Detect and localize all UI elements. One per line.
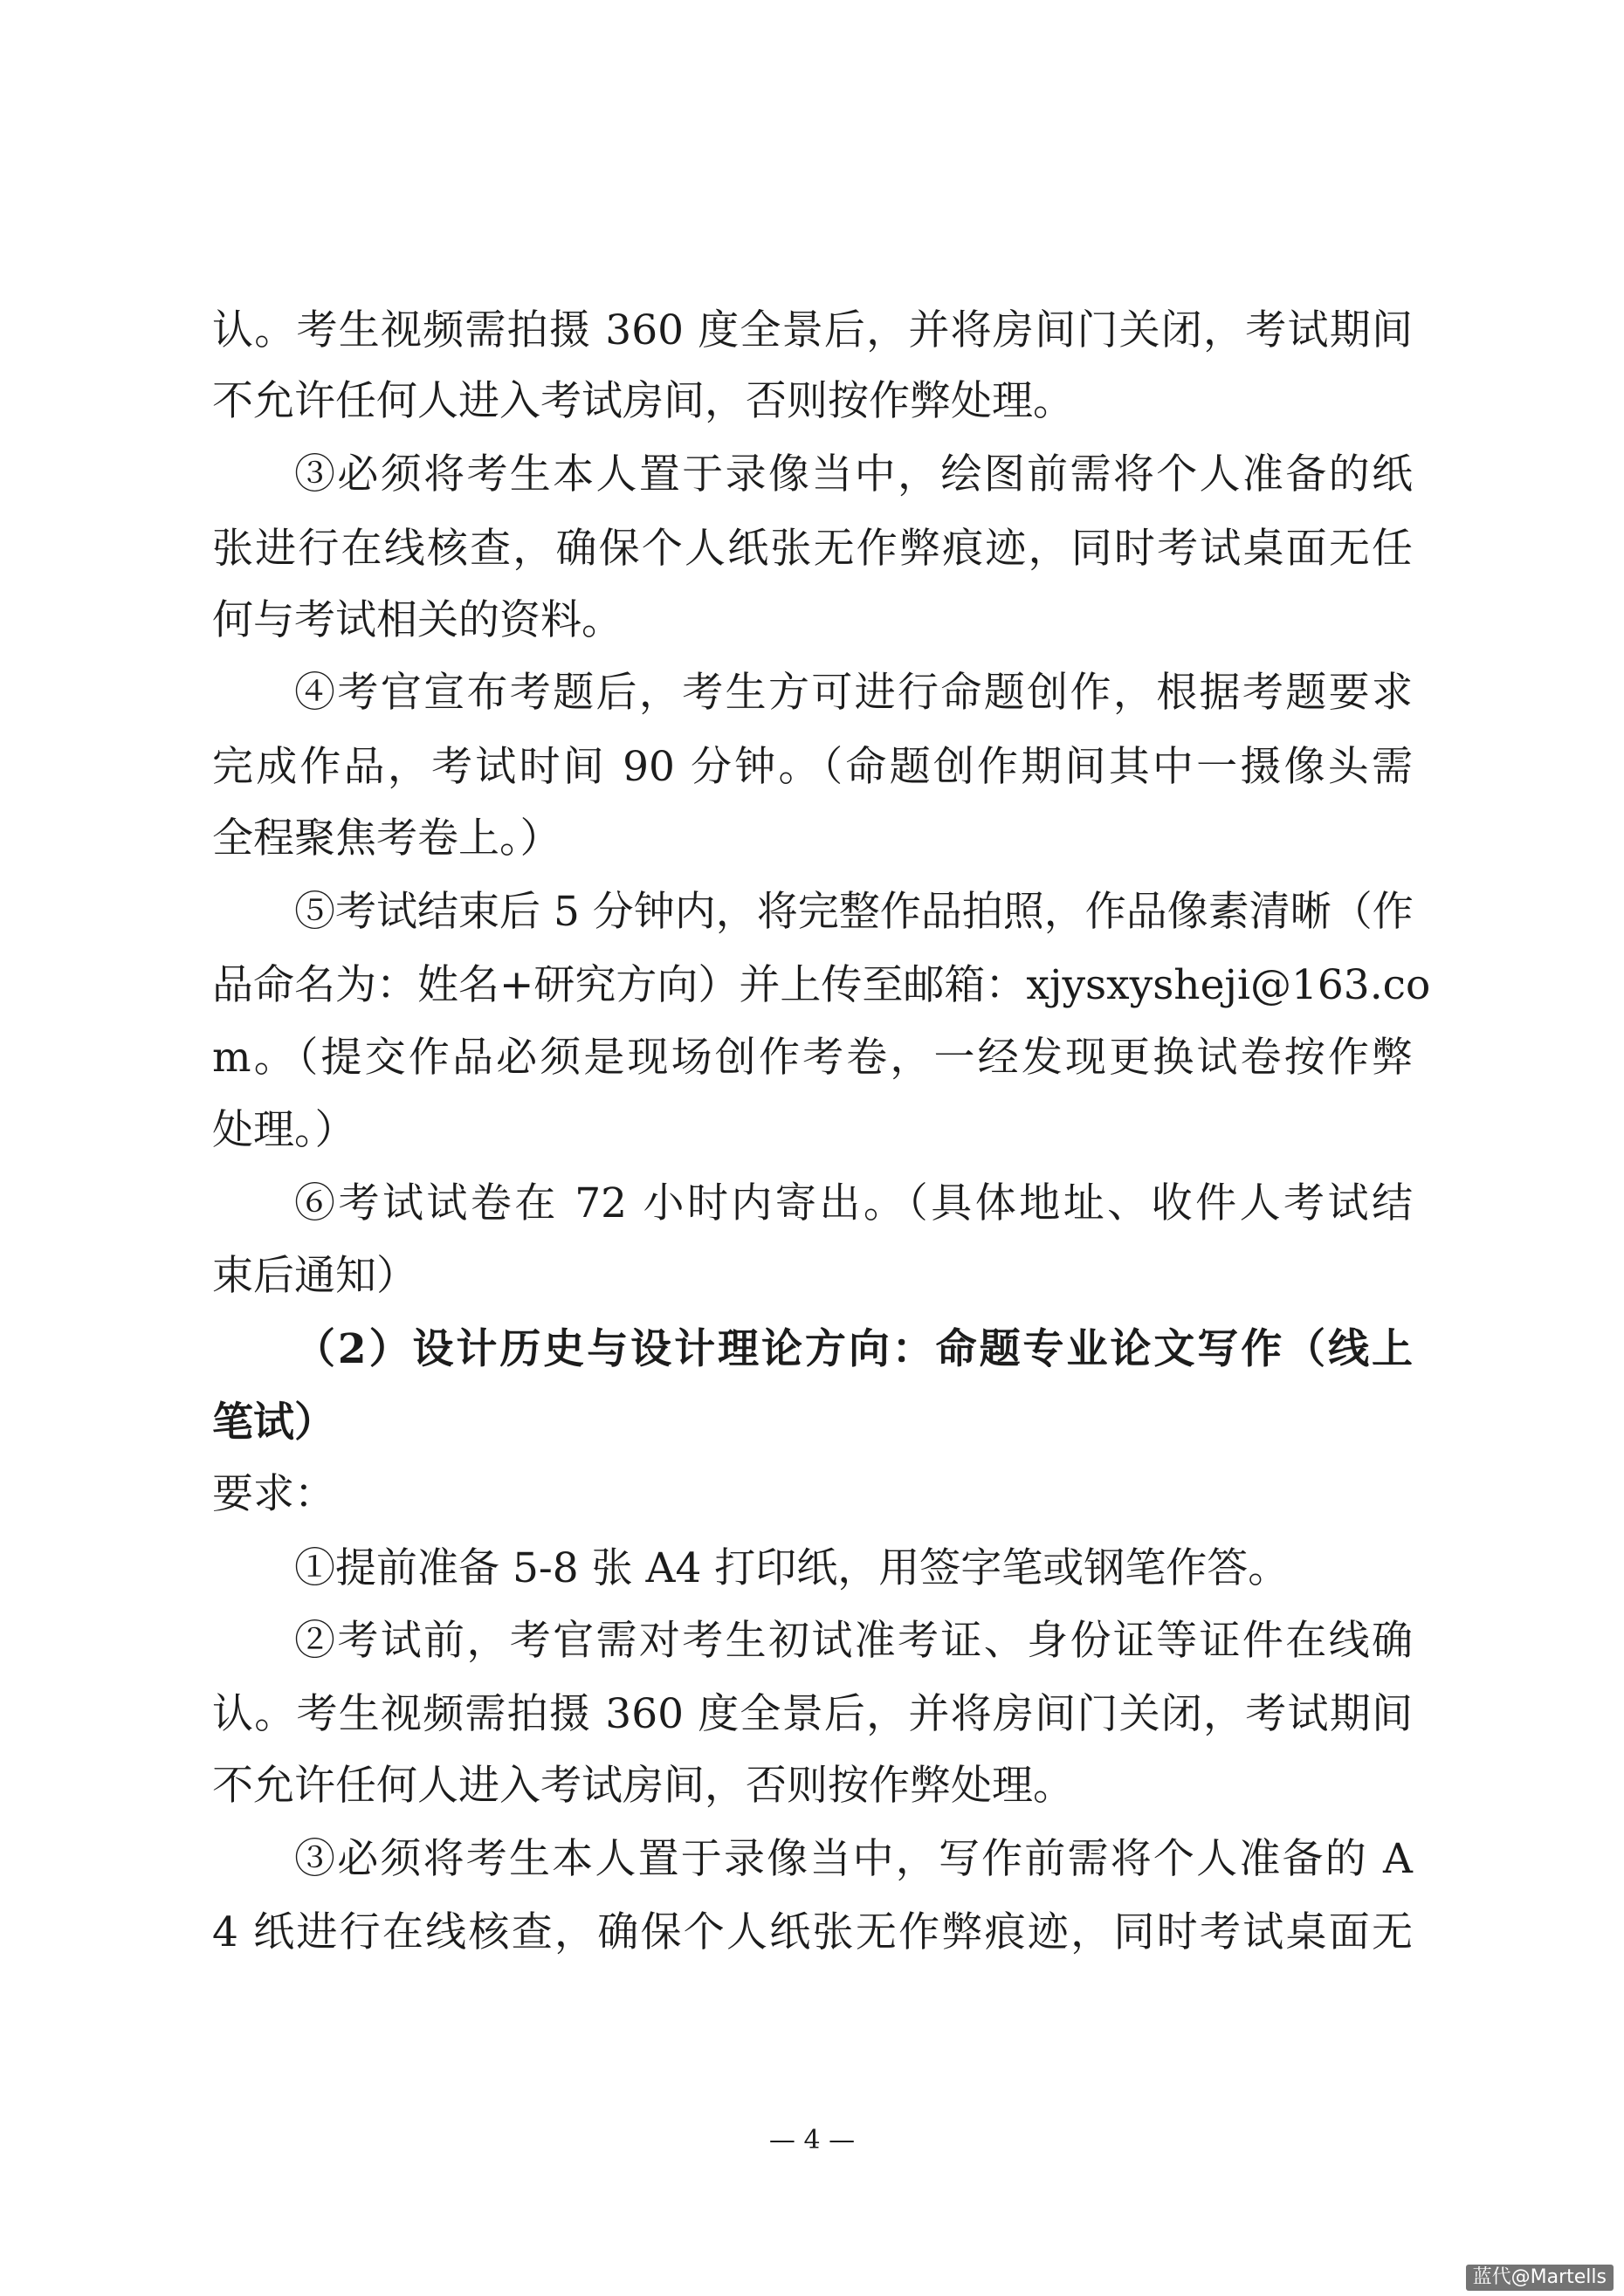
section-heading: 笔试） <box>212 1399 335 1447</box>
text-line: 不允许任何人进入考试房间，否则按作弊处理。 <box>212 377 1074 425</box>
text-line: ①提前准备 5-8 张 A4 打印纸，用签字笔或钢笔作答。 <box>294 1544 1290 1592</box>
text-line: 4 纸进行在线核查，确保个人纸张无作弊痕迹，同时考试桌面无 <box>212 1908 1413 1956</box>
text-line: ⑥考试试卷在 72 小时内寄出。（具体地址、收件人考试结 <box>294 1179 1413 1227</box>
text-line: ⑤考试结束后 5 分钟内，将完整作品拍照，作品像素清晰（作 <box>294 888 1414 936</box>
text-line: 全程聚焦考卷上。） <box>212 815 561 863</box>
text-line: 不允许任何人进入考试房间，否则按作弊处理。 <box>212 1762 1074 1810</box>
text-line: m。（提交作品必须是现场创作考卷，一经发现更换试卷按作弊 <box>212 1034 1413 1082</box>
text-line: ④考官宣布考题后，考生方可进行命题创作，根据考题要求 <box>294 669 1413 717</box>
text-line: 张进行在线核查，确保个人纸张无作弊痕迹，同时考试桌面无任 <box>212 525 1413 573</box>
section-heading: （2）设计历史与设计理论方向：命题专业论文写作（线上 <box>294 1325 1413 1373</box>
text-line: ②考试前，考官需对考生初试准考证、身份证等证件在线确 <box>294 1617 1413 1665</box>
text-line: 何与考试相关的资料。 <box>212 596 623 644</box>
text-line: 处理。） <box>212 1106 356 1154</box>
text-line: 品命名为：姓名+研究方向）并上传至邮箱：xjysxysheji@163.co <box>212 961 1431 1009</box>
text-line: ③必须将考生本人置于录像当中，绘图前需将个人准备的纸 <box>294 450 1413 498</box>
text-line: 束后通知） <box>212 1252 417 1300</box>
text-line: 认。考生视频需拍摄 360 度全景后，并将房间门关闭，考试期间 <box>212 306 1413 354</box>
text-line: ③必须将考生本人置于录像当中，写作前需将个人准备的 A <box>294 1835 1413 1883</box>
watermark: 蓝代@Martells <box>1466 2265 1614 2291</box>
text-line: 要求： <box>212 1470 335 1518</box>
text-line: 完成作品，考试时间 90 分钟。（命题创作期间其中一摄像头需 <box>212 743 1413 791</box>
page-number: — 4 — <box>768 2125 856 2155</box>
text-line: 认。考生视频需拍摄 360 度全景后，并将房间门关闭，考试期间 <box>212 1690 1413 1738</box>
